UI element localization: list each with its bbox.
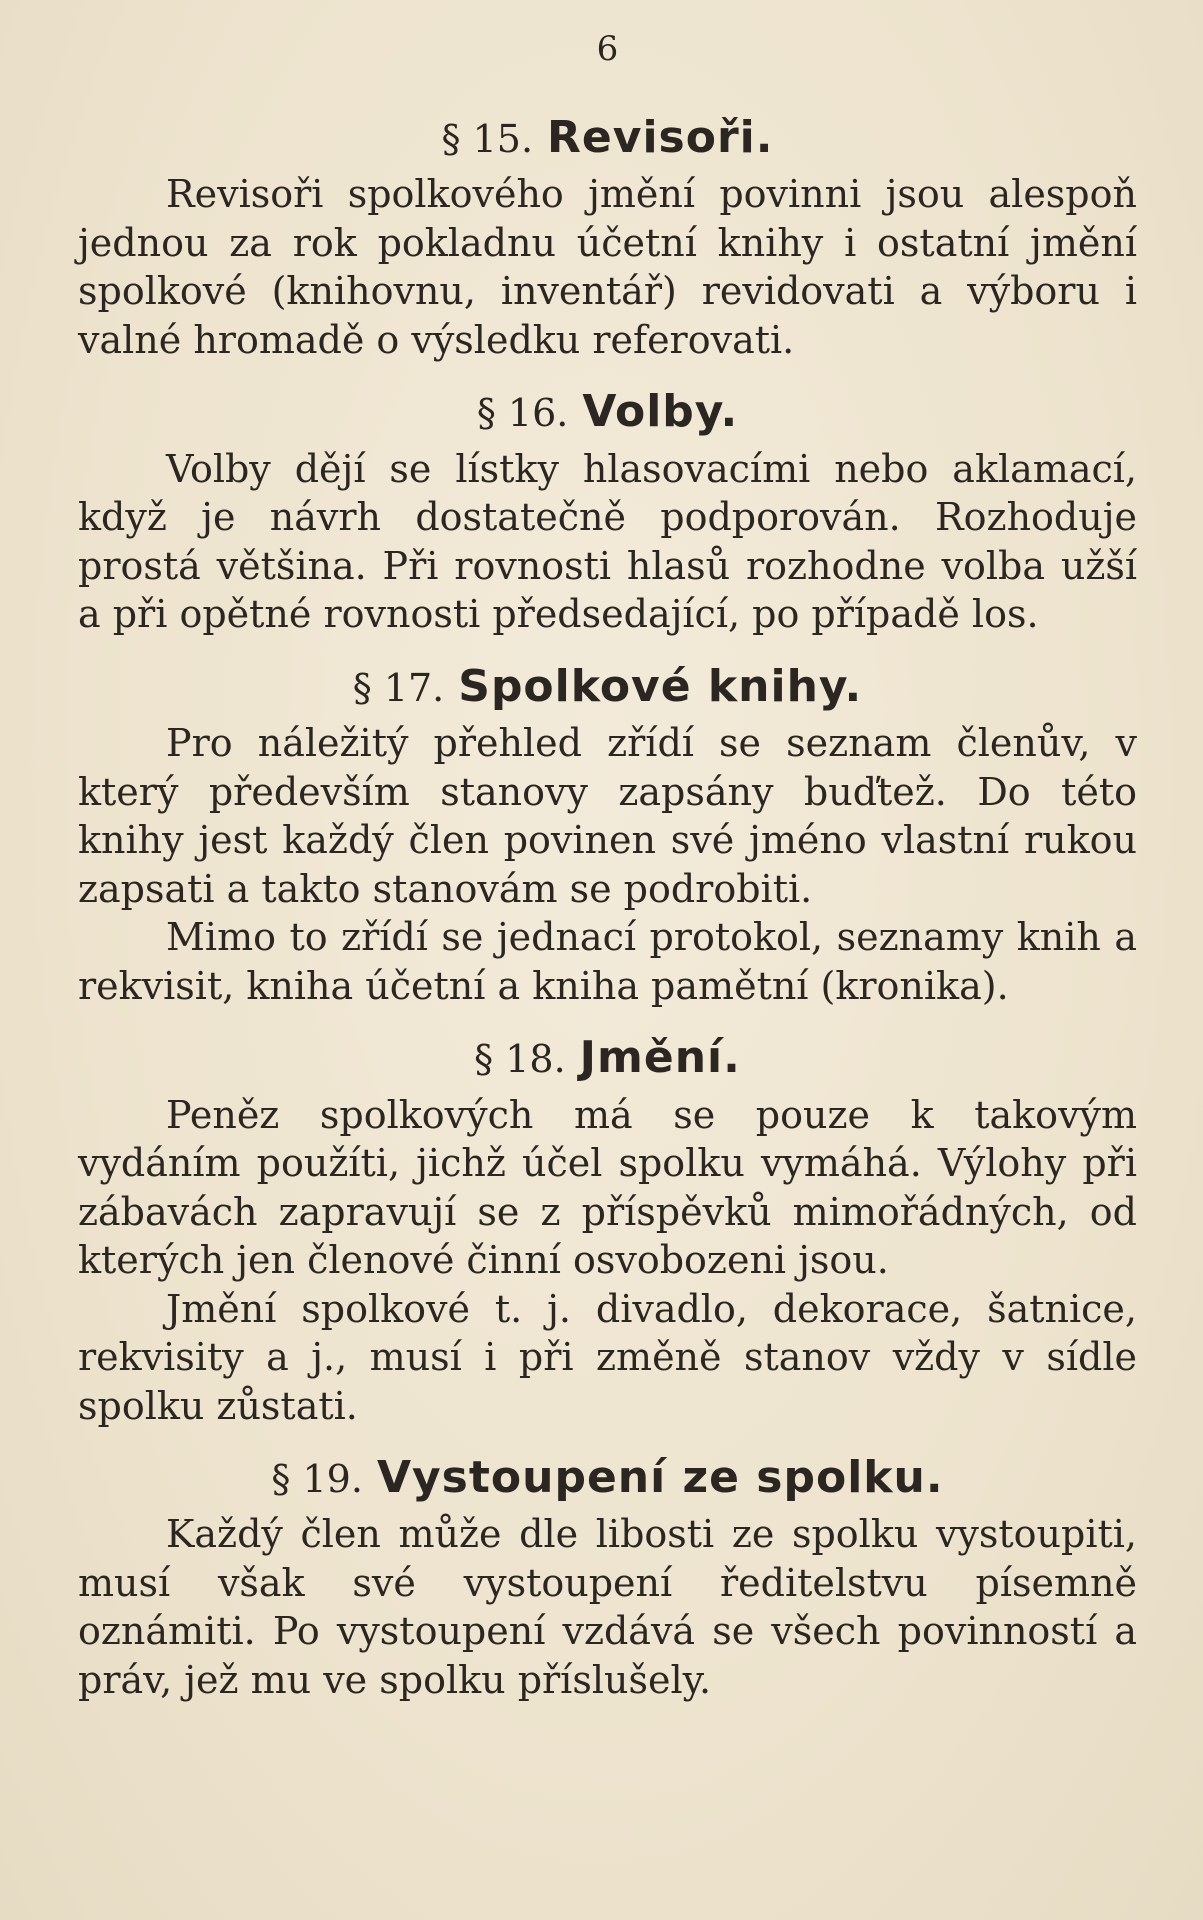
section-heading	[78, 1454, 1137, 1502]
section-title: Vystoupení ze spolku.	[376, 1452, 944, 1504]
section-title: Spolkové knihy.	[458, 660, 863, 712]
paragraph: Mimo to zřídí se jednací protokol, seznamy knih a rekvisit, kniha účetní a kniha pamětní (kronika).	[78, 915, 1137, 1008]
section-number: § 17.	[352, 665, 445, 710]
section-16	[78, 388, 1137, 638]
section-title: Revisoři.	[547, 112, 774, 163]
section-17	[78, 660, 1137, 1010]
page-number: 6	[596, 29, 619, 69]
paragraph: Pro náležitý přehled zřídí se seznam členův, v který především stanovy zapsány buďtež. Do této knihy jest každý člen povinen své jméno vlastní rukou zapsati a takto stanovám se podrobiti.	[78, 721, 1137, 911]
section-number: § 15.	[441, 117, 534, 161]
section-18	[78, 1034, 1137, 1430]
section-title: Volby.	[582, 386, 739, 438]
section-heading	[78, 1034, 1137, 1082]
section-number: § 19.	[271, 1457, 363, 1502]
paragraph: Každý člen může dle libosti ze spolku vystoupiti, musí však své vystoupení ředitelstvu písemně oznámiti. Po vystoupení vzdává se všech povinností a práv, jež mu ve spolku příslušely.	[78, 1512, 1137, 1702]
section-heading	[78, 114, 1137, 162]
section-19	[78, 1454, 1137, 1704]
section-title: Jmění.	[579, 1032, 741, 1084]
paragraph: Peněz spolkových má se pouze k takovým vydáním použíti, jichž účel spolku vymáhá. Výlohy při zábavách zapravují se z příspěvků mimořádných, od kterých jen členové činní osvobozeni jsou.	[78, 1092, 1137, 1283]
section-15	[78, 114, 1137, 364]
paragraph: Revisoři spolkového jmění povinni jsou alespoň jednou za rok pokladnu účetní knihy i ostatní jmění spolkové (knihovnu, inventář) revidovati a výboru i valné hromadě o výsledku referovati.	[78, 172, 1137, 362]
section-number: § 16.	[476, 391, 569, 436]
paragraph: Volby dějí se lístky hlasovacími nebo aklamací, když je návrh dostatečně podporován. Rozhoduje prostá většina. Při rovnosti hlasů rozhodne volba užší a při opětné rovnosti předsedající, po případě los.	[78, 446, 1137, 637]
section-heading	[78, 388, 1137, 436]
section-number: § 18.	[474, 1037, 566, 1082]
paragraph: Jmění spolkové t. j. divadlo, dekorace, šatnice, rekvisity a j., musí i při změně stanov vždy v sídle spolku zůstati.	[78, 1286, 1137, 1428]
section-heading	[78, 660, 1137, 712]
